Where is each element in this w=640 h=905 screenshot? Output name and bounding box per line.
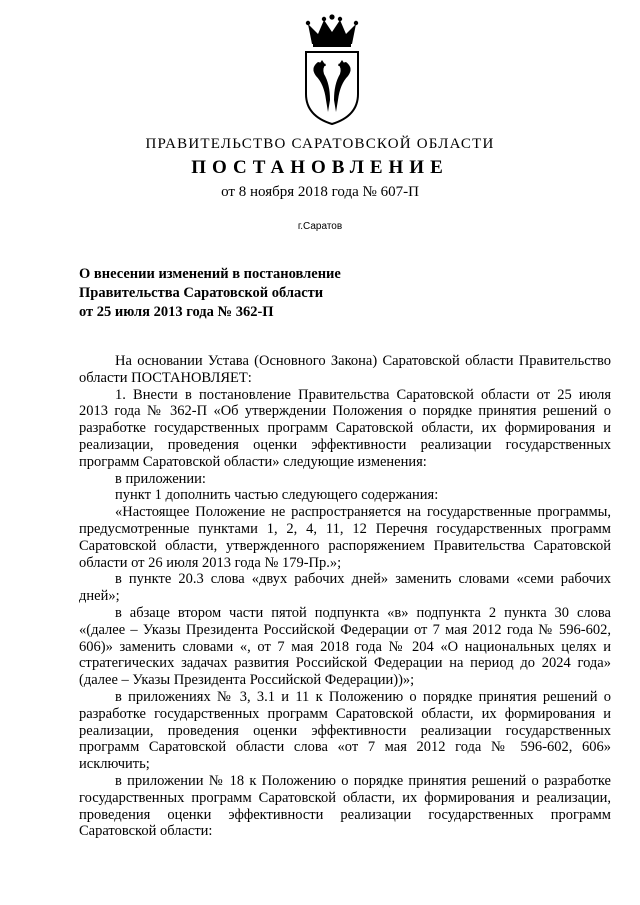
government-name: ПРАВИТЕЛЬСТВО САРАТОВСКОЙ ОБЛАСТИ [145,136,495,152]
body-paragraph: в приложении: [115,470,206,487]
saratov-coat-of-arms-icon [296,14,368,126]
document-subject [79,265,499,322]
subject-line: Правительства Саратовской области [79,285,324,301]
body-paragraph: в приложении № 18 к Положению о порядке принятия решений о разработке государственных программ Саратовской области, их формирования и реализации, проведения оценки эффективности реализации государственных программ Саратовской области: [79,772,611,840]
body-paragraph: На основании Устава (Основного Закона) Саратовской области Правительство области ПОСТАНОВЛЯЕТ: [79,353,611,386]
body-paragraph: «Настоящее Положение не распространяется на государственные программы, предусмотренные пунктами 1, 2, 4, 11, 12 Перечня государственных программ Саратовской области, утвержденного распоряжением Правительства Саратовской области от 26 июля 2013 года № 179-Пр.»; [79,504,611,571]
body-paragraph: в абзаце втором части пятой подпункта «в» подпункта 2 пункта 30 слова «(далее – Указы Президента Российской Федерации от 7 мая 2012 года № 596-602, 606)» заменить словами «, от 7 мая 2018 года № 204 «О национальных целях и стратегических задачах развития Российской Федерации на период до 2024 года» (далее – Указы Президента Российской Федерации))»; [79,604,611,689]
body-paragraph: пункт 1 дополнить частью следующего содержания: [115,487,439,504]
document-city: г.Саратов [297,221,343,232]
subject-line: от 25 июля 2013 года № 362-П [79,304,274,320]
document-date: от 8 ноября 2018 года № 607-П [221,184,419,200]
body-paragraph: в пункте 20.3 слова «двух рабочих дней» заменить словами «семи рабочих дней»; [79,571,611,605]
document-type: ПОСТАНОВЛЕНИЕ [191,157,449,178]
body-paragraph: в приложениях № 3, 3.1 и 11 к Положению о порядке принятия решений о разработке государственных программ Саратовской области, их формирования и реализации, проведения оценки эффективности реализации государственных программ Саратовской области слова «от 7 мая 2012 года № 596-602, 606» исключить; [79,688,611,773]
subject-line: О внесении изменений в постановление [79,266,341,282]
document-body [79,353,611,840]
body-paragraph: 1. Внести в постановление Правительства Саратовской области от 25 июля 2013 года № 362-П «Об утверждении Положения о порядке принятия решений о разработке государственных программ Саратовской области, их формирования и реализации, проведения оценки эффективности реализации государственных программ Саратовской области» следующие изменения: [79,386,611,470]
